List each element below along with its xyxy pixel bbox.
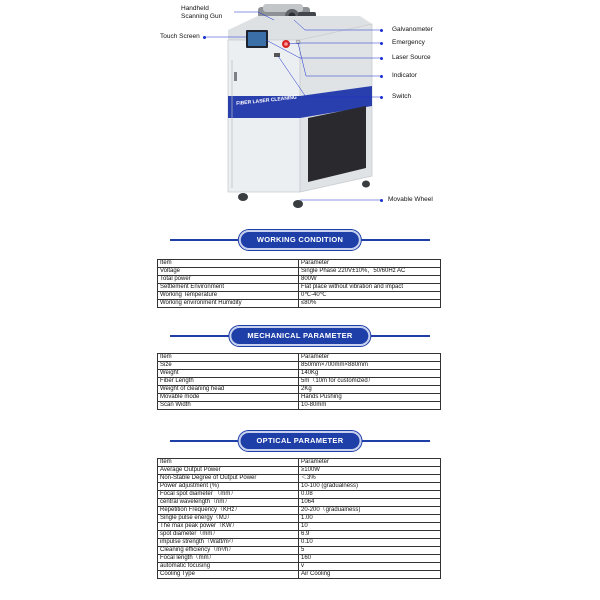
laser-cleaning-machine-illustration xyxy=(0,0,600,215)
table-row xyxy=(158,378,441,386)
table-row xyxy=(158,459,441,467)
table-cell: Flat place without vibration and impact xyxy=(299,284,441,292)
table-row xyxy=(158,523,441,531)
table-cell: Cooling Type xyxy=(158,571,299,579)
section-title: MECHANICAL PARAMETER xyxy=(229,326,370,346)
table-cell: v xyxy=(299,563,441,571)
table-cell: 0℃-40℃ xyxy=(299,292,441,300)
table-cell: 10-80mm xyxy=(299,402,441,410)
table-cell: spot diameter（mm） xyxy=(158,531,299,539)
table-cell: ＜3% xyxy=(299,475,441,483)
table-cell: Scan Width xyxy=(158,402,299,410)
table-row xyxy=(158,507,441,515)
machine-panel-label: FIBER LASER CLEANING xyxy=(236,94,298,107)
table-row xyxy=(158,300,441,308)
table-cell: 0.08 xyxy=(299,491,441,499)
table-cell: Size xyxy=(158,362,299,370)
table-row xyxy=(158,370,441,378)
working-condition-table xyxy=(157,259,441,308)
callout-indicator: Indicator xyxy=(392,72,417,79)
table-cell: Item xyxy=(158,260,299,268)
table-row xyxy=(158,260,441,268)
table-cell: Movable mode xyxy=(158,394,299,402)
table-cell: Repetition Frequency（KHz） xyxy=(158,507,299,515)
callout-dot xyxy=(380,57,383,60)
table-row xyxy=(158,555,441,563)
table-cell: Settlement Environment xyxy=(158,284,299,292)
table-cell: Parameter xyxy=(299,260,441,268)
table-row xyxy=(158,563,441,571)
table-row xyxy=(158,475,441,483)
table-cell: Non-Stable Degree of Output Power xyxy=(158,475,299,483)
table-cell: Parameter xyxy=(299,354,441,362)
table-cell: 160 xyxy=(299,555,441,563)
table-cell: Single pulse energy（MJ） xyxy=(158,515,299,523)
table-cell: Cleaning efficiency（m²/h） xyxy=(158,547,299,555)
table-cell: Item xyxy=(158,354,299,362)
table-cell: Parameter xyxy=(299,459,441,467)
callout-handheld-gun-line1: Handheld xyxy=(181,5,209,12)
table-row xyxy=(158,547,441,555)
table-row xyxy=(158,276,441,284)
table-cell: 2Kg xyxy=(299,386,441,394)
table-cell: Air Cooling xyxy=(299,571,441,579)
table-cell: 6.9 xyxy=(299,531,441,539)
table-cell: Total power xyxy=(158,276,299,284)
table-cell: impulse strength（Watt/m²） xyxy=(158,539,299,547)
table-cell: Item xyxy=(158,459,299,467)
table-row xyxy=(158,467,441,475)
callout-galvanometer: Galvanometer xyxy=(392,26,433,33)
table-cell: Power adjustment (%) xyxy=(158,483,299,491)
callout-dot xyxy=(380,75,383,78)
table-cell: automatic focusing xyxy=(158,563,299,571)
table-row xyxy=(158,515,441,523)
table-row xyxy=(158,483,441,491)
product-figure xyxy=(0,0,600,215)
table-cell: Hands Pushing xyxy=(299,394,441,402)
section-header-working-condition xyxy=(0,230,600,250)
callout-dot xyxy=(380,199,383,202)
table-cell: Working environment Humidity xyxy=(158,300,299,308)
callout-dot xyxy=(380,96,383,99)
table-cell: Focal length（mm） xyxy=(158,555,299,563)
table-cell: ≤80% xyxy=(299,300,441,308)
table-cell: 5m（10m for customized） xyxy=(299,378,441,386)
optical-parameter-table xyxy=(157,458,441,579)
callout-dot xyxy=(380,42,383,45)
table-row xyxy=(158,571,441,579)
table-cell: 1064 xyxy=(299,499,441,507)
table-row xyxy=(158,362,441,370)
table-cell: Working Temperature xyxy=(158,292,299,300)
callout-dot xyxy=(203,36,206,39)
table-cell: 20-200（gradualness) xyxy=(299,507,441,515)
mechanical-parameter-table xyxy=(157,353,441,410)
table-cell: 0.10 xyxy=(299,539,441,547)
table-cell: 850mm×700mm×880mm xyxy=(299,362,441,370)
table-cell: ≥100W xyxy=(299,467,441,475)
table-cell: 5 xyxy=(299,547,441,555)
table-cell: 10-100 (gradualness) xyxy=(299,483,441,491)
section-header-optical-parameter xyxy=(0,431,600,451)
table-cell: Voltage xyxy=(158,268,299,276)
callout-movable-wheel: Movable Wheel xyxy=(388,196,433,203)
table-cell: Weight of cleaning head xyxy=(158,386,299,394)
table-cell: 10 xyxy=(299,523,441,531)
table-cell: The max peak power（KW） xyxy=(158,523,299,531)
table-row xyxy=(158,268,441,276)
section-title: OPTICAL PARAMETER xyxy=(239,431,362,451)
switch xyxy=(274,53,280,57)
table-row xyxy=(158,539,441,547)
callout-switch: Switch xyxy=(392,93,412,100)
callout-dot xyxy=(380,29,383,32)
table-cell: Weight xyxy=(158,370,299,378)
table-cell: Single Phase 220V±10%，50/60Hz AC xyxy=(299,268,441,276)
callout-handheld-gun-line2: Scanning Gun xyxy=(181,13,223,20)
table-row xyxy=(158,394,441,402)
table-row xyxy=(158,402,441,410)
table-cell: Fiber Length xyxy=(158,378,299,386)
table-cell: 140Kg xyxy=(299,370,441,378)
door-handle xyxy=(234,72,237,81)
callout-touch-screen: Touch Screen xyxy=(160,33,200,40)
callout-laser-source: Laser Source xyxy=(392,54,431,61)
table-row xyxy=(158,499,441,507)
table-row xyxy=(158,292,441,300)
table-row xyxy=(158,354,441,362)
section-title: WORKING CONDITION xyxy=(239,230,361,250)
table-row xyxy=(158,284,441,292)
table-cell: central wavelength（nm） xyxy=(158,499,299,507)
table-row xyxy=(158,491,441,499)
table-cell: 1.00 xyxy=(299,515,441,523)
table-cell: Average Output Power xyxy=(158,467,299,475)
table-cell: 800W xyxy=(299,276,441,284)
table-row xyxy=(158,386,441,394)
callout-emergency: Emergency xyxy=(392,39,425,46)
table-row xyxy=(158,531,441,539)
section-header-mechanical-parameter xyxy=(0,326,600,346)
table-cell: Focal spot diameter （mm） xyxy=(158,491,299,499)
